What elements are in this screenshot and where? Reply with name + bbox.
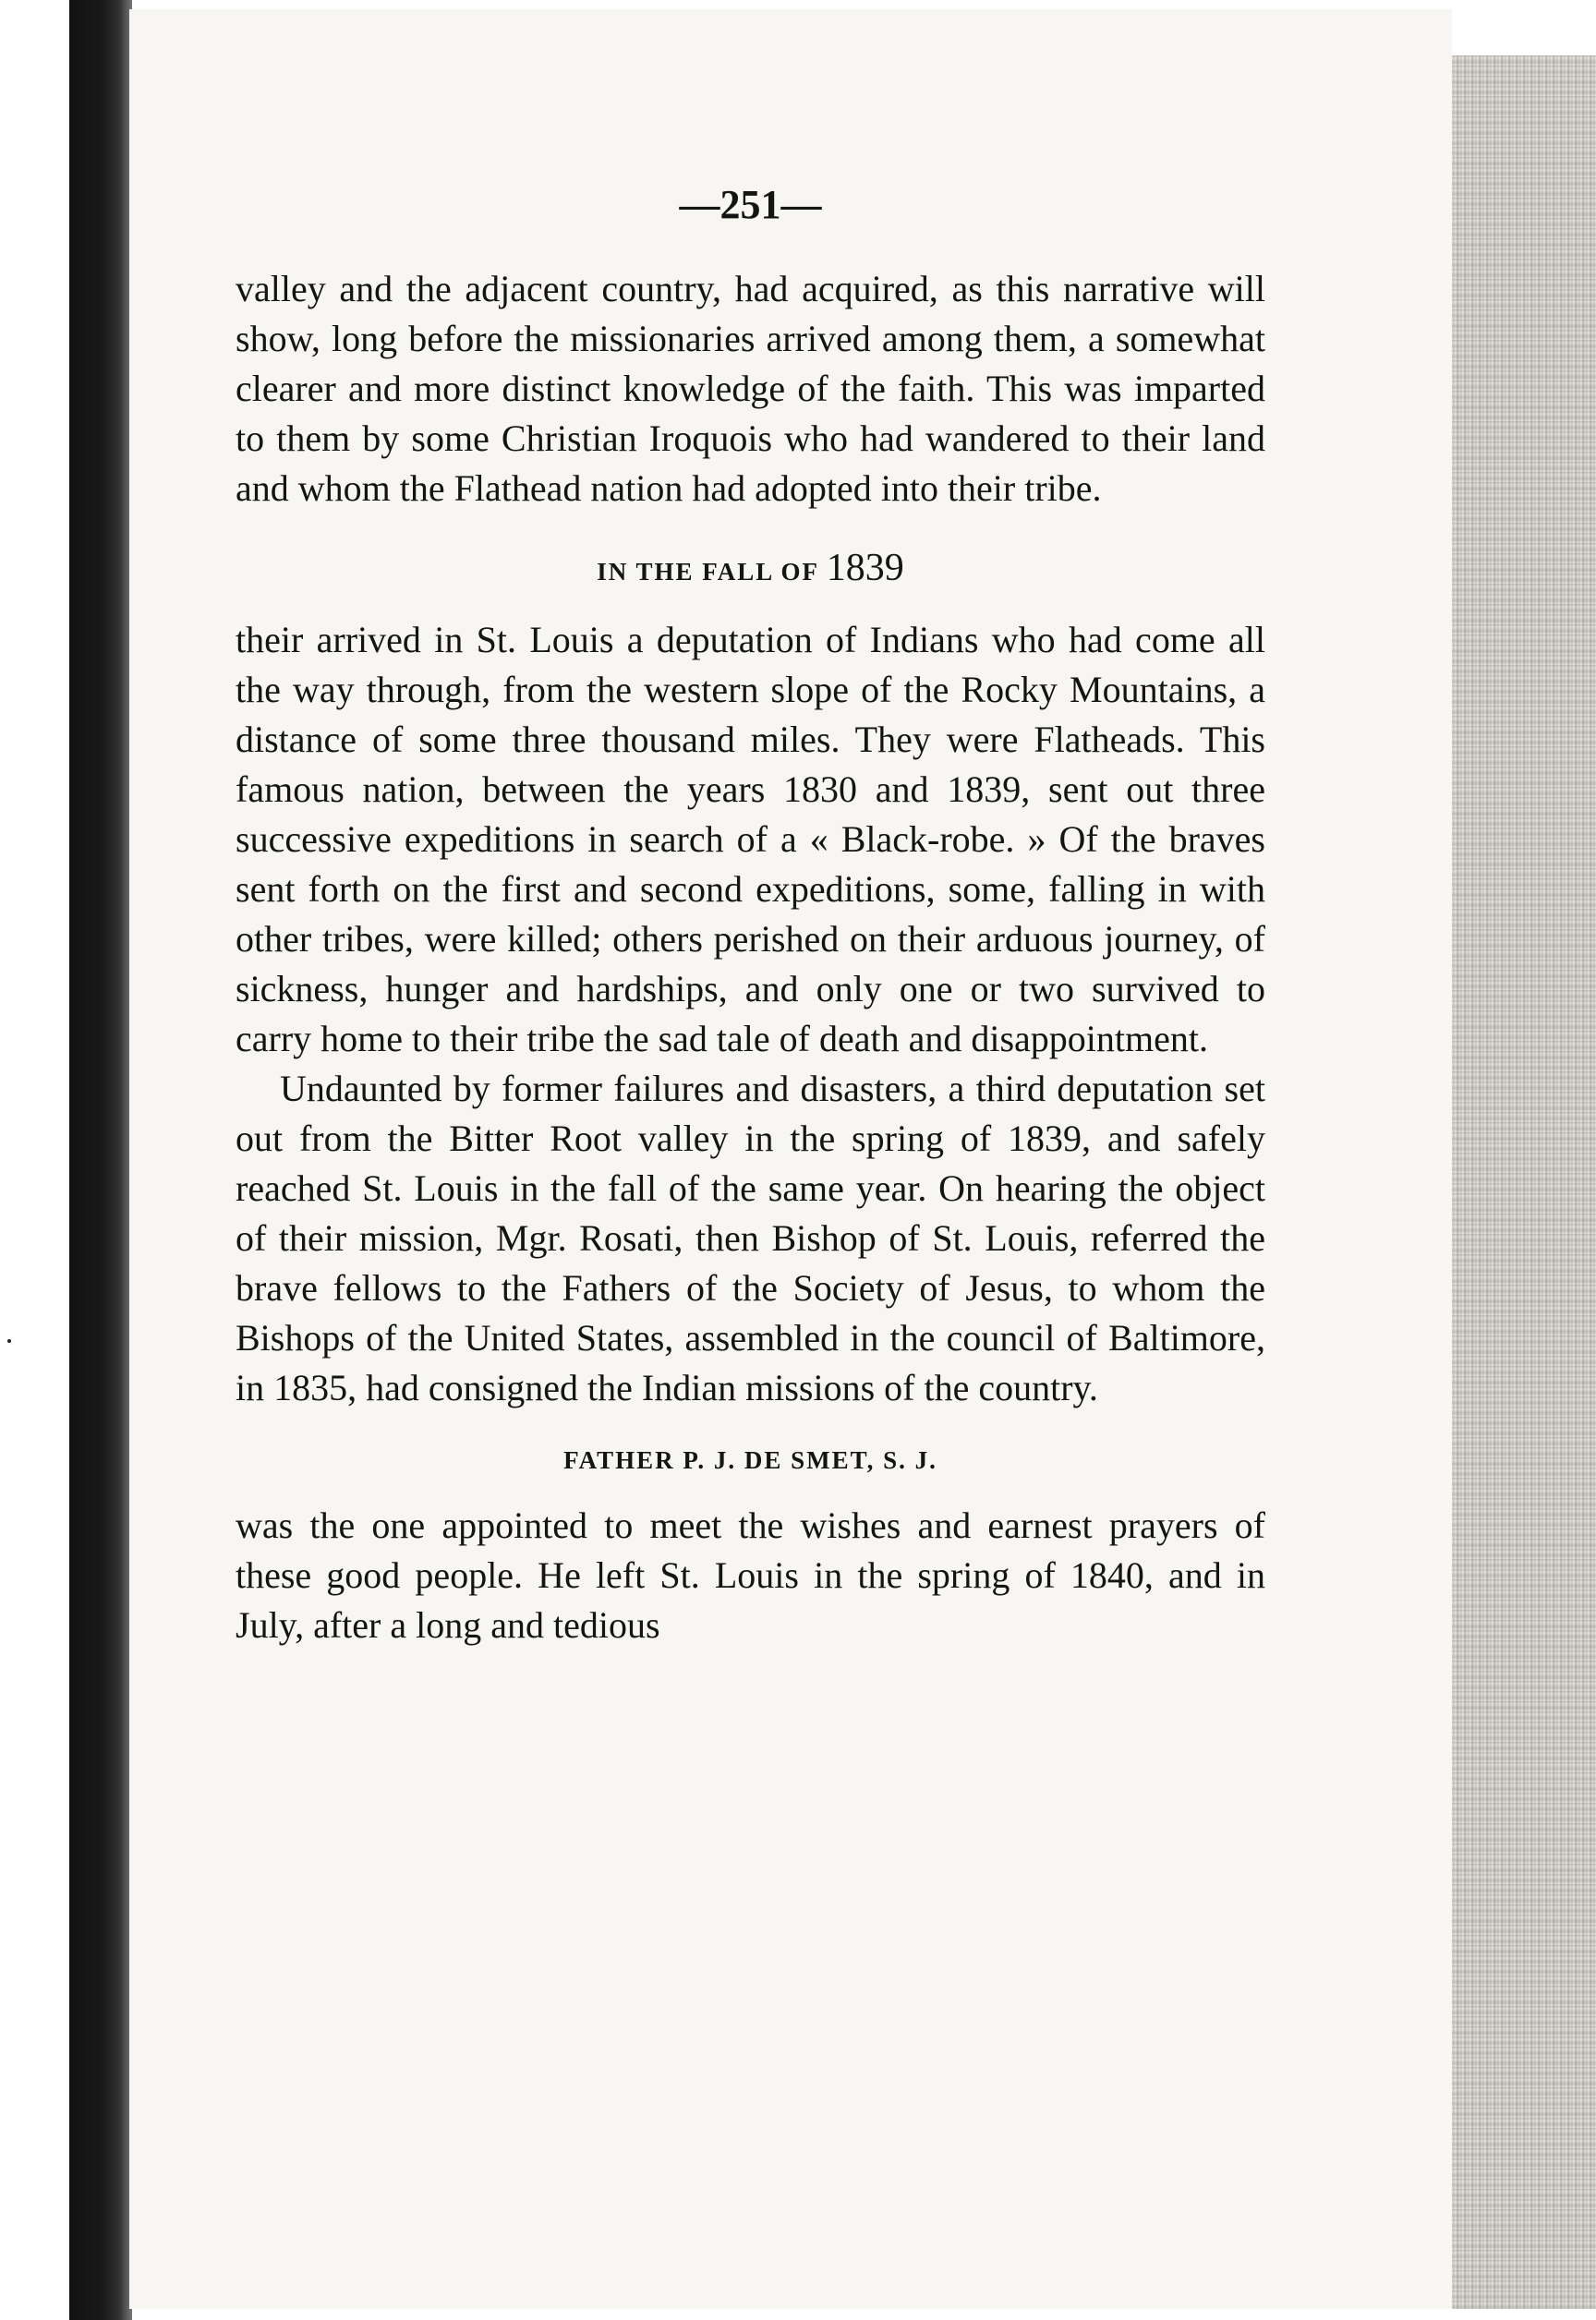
book-binding-shadow bbox=[69, 0, 132, 2320]
page-number: —251— bbox=[679, 182, 822, 227]
margin-speck bbox=[7, 1339, 11, 1343]
paragraph-1: valley and the adjacent country, had acquired, as this narrative will show, long before the missionaries arrived among them, a somewhat clearer and more distinct knowledge of the faith. This was imparted to them by some Christian Iroquois who had wandered to their land and whom the Flathead nation had adopted into their tribe. bbox=[236, 268, 1265, 509]
heading-words: IN THE FALL OF bbox=[597, 558, 819, 586]
paragraph-3: Undaunted by former failures and disasters, a third deputation set out from the Bitter Root valley in the spring of 1839, and safely reached St. Louis in the fall of the same year. On hearing the object of their mission, Mgr. Rosati, then Bishop of St. Louis, referred the brave fellows to the Fathers of the Society of Jesus, to whom the Bishops of the United States, assembled in the council of Baltimore, in 1835, had consigned the Indian missions of the country. bbox=[236, 1068, 1265, 1408]
section-heading-de-smet: FATHER P. J. DE SMET, S. J. bbox=[563, 1446, 937, 1474]
paragraph-2: their arrived in St. Louis a deputation of Indians who had come all the way through, from the western slope of the Rocky Mountains, a distance of some three thousand miles. They were Flatheads. This famous nation, between the years 1830 and 1839, sent out three successive expeditions in search of a « Black-robe. » Of the braves sent forth on the first and second expeditions, some, falling in with other tribes, were killed; others perished on their arduous journey, of sickness, hunger and hardships, and only one or two survived to carry home to their tribe the sad tale of death and disappointment. bbox=[236, 619, 1265, 1059]
paragraph-4: was the one appointed to meet the wishes and earnest prayers of these good people. He left St. Louis in the spring of 1840, and in July, after a long and tedious bbox=[236, 1504, 1265, 1646]
heading-year: 1839 bbox=[826, 547, 904, 589]
section-heading-fall-1839 bbox=[236, 549, 1265, 587]
page-edges bbox=[1452, 55, 1596, 2309]
page-text bbox=[236, 182, 1265, 1650]
